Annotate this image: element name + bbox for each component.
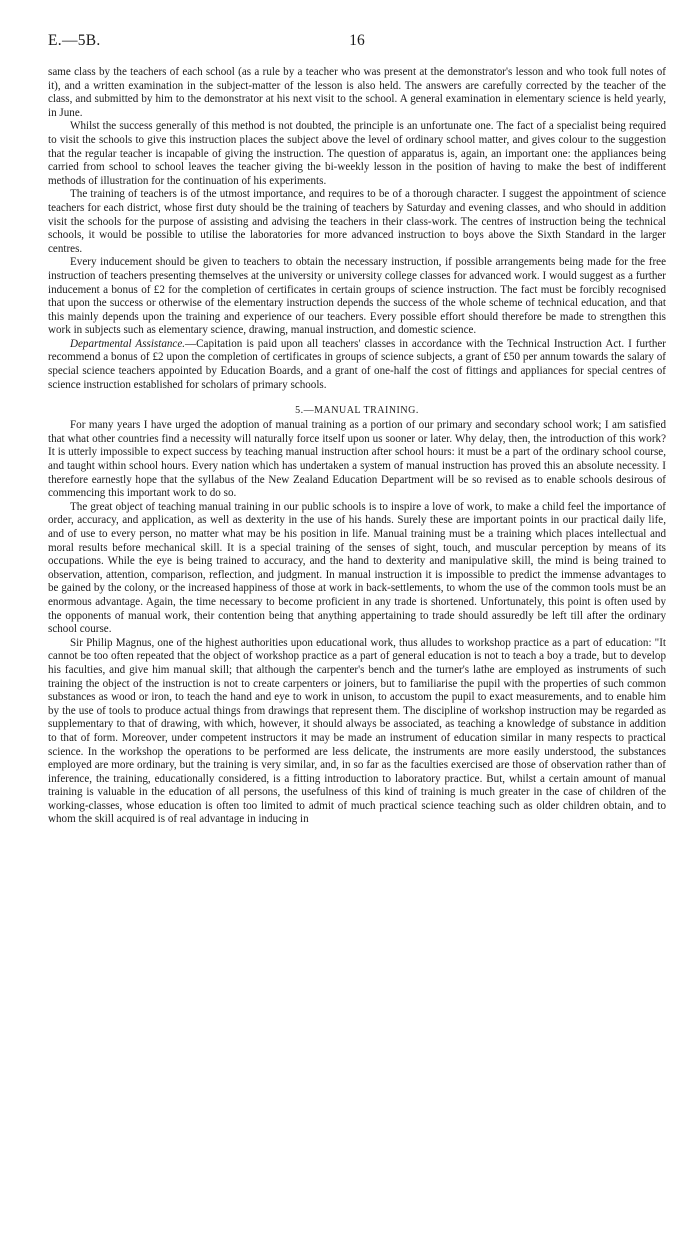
page-number: 16 xyxy=(349,32,365,49)
paragraph-manual-training-object: The great object of teaching manual training in our public schools is to inspire a love of work, to make a child feel the importance of order, accuracy, and application, as well as dexterity in the use of his hands. Surely these are important points in our practical daily life, and of use to every person, no matter what may be his position in life. Manual training must be a training which places intellectual and moral results before mechanical skill. It is a special training of the senses of sight, touch, and muscular perception by means of its occupations. While the eye is being trained to accuracy, and the hand to dexterity and manipulative skill, the mind is being trained to observation, attention, comparison, reflection, and judgment. In manual instruction it is impossible to predict the immense advantages to be gained by the colony, or the increased happiness of those at work in back-settlements, to whom the use of the common tools must be an enormous advantage. Again, the time necessary to become proficient in any trade is shortened. Unfortunately, this point is often used by the opponents of manual work, their contention being that anything appertaining to trade should assuredly be left till after the ordinary school course. xyxy=(48,500,666,636)
departmental-assistance-label: Departmental Assistance. xyxy=(70,337,186,350)
departmental-assistance-text: —Capitation is paid upon all teachers' classes in accordance with the Technical Instruction Act. I further recommend a bonus of £2 upon the completion of certificates in groups of science subjects, a grant of £50 per annum towards the salary of special science teachers appointed by Education Boards, and a grant of one-half the cost of fittings and appliances for special centres of science instruction established for scholars of primary schools. xyxy=(48,337,666,391)
section-heading-manual-training: 5.—MANUAL TRAINING. xyxy=(295,405,419,417)
paragraph-inducements: Every inducement should be given to teachers to obtain the necessary instruction, if possible arrangements being made for the free instruction of teachers presenting themselves at the university or university college classes for advanced work. I would suggest as a further inducement a bonus of £2 for the completion of certificates in certain groups of science instruction. The fact must be forcibly recognised that upon the success or otherwise of the elementary instruction depends the success of the whole scheme of technical education, and that this mainly depends upon the training and experience of our teachers. Every possible effort should therefore be made to strengthen this work in subjects such as elementary science, drawing, manual instruction, and domestic science. xyxy=(48,256,666,337)
paragraph-manual-training-adoption: For many years I have urged the adoption of manual training as a portion of our primary and secondary school work; I am satisfied that what other countries find a necessity will naturally force itself upon us sooner or later. Why delay, then, the introduction of this work? It is utterly impossible to expect success by teaching manual instruction after school hours: it must be a part of the ordinary school course, and taught within school hours. Every nation which has undertaken a system of manual instruction has proved this an absolute necessity. I therefore earnestly hope that the syllabus of the New Zealand Education Department will be so revised as to enable schools desirous of commencing this important work to do so. xyxy=(48,419,666,500)
document-reference: E.—5B. xyxy=(48,32,101,49)
paragraph-philip-magnus-quote: Sir Philip Magnus, one of the highest authorities upon educational work, thus alludes to workshop practice as a part of education: "It cannot be too often repeated that the object of workshop practice as a part of general education is not to teach a boy a trade, but to develop his faculties, and give him manual skill; that although the carpenter's bench and the turner's lathe are employed as instruments of such training the object of the instruction is not to create carpenters or joiners, but to familiarise the pupil with the properties of such common substances as wood or iron, to teach the hand and eye to work in unison, to accustom the pupil to exact measurements, and to enable him by the use of tools to produce actual things from drawings that represent them. The discipline of workshop instruction may be regarded as supplementary to that of drawing, with which, however, it should always be associated, as teaching a knowledge of substance in addition to that of form. Moreover, under competent instructors it may be made an instrument of education similar in many respects to practical science. In the workshop the operations to be performed are less delicate, the instruments are more easily understood, the substances employed are more ordinary, but the training is very similar, and, in so far as the faculties exercised are those of observation rather than of inference, the training, educationally considered, is a fitting introduction to laboratory practice. But, whilst a certain amount of manual training is valuable in the education of all persons, the usefulness of this kind of training is much greater in the case of children of the working-classes, whose education is often too limited to admit of much practical science teaching such as older children obtain, and to whom the skill acquired is of real advantage in inducing in xyxy=(48,636,666,826)
page-header xyxy=(48,28,666,54)
paragraph-continuation: same class by the teachers of each school (as a rule by a teacher who was present at the demonstrator's lesson and who took full notes of it), and a written examination in the subject-matter of the lesson is also held. The answers are carefully corrected by the teacher of the class, and submitted by him to the demonstrator at his next visit to the school. A general examination in elementary science is held yearly, in June. xyxy=(48,66,666,119)
paragraph-departmental-assistance xyxy=(48,338,666,392)
paragraph-teacher-training: The training of teachers is of the utmost importance, and requires to be of a thorough character. I suggest the appointment of science teachers for each district, whose first duty should be the training of teachers by Saturday and evening classes, and who should in addition visit the schools for the purpose of assisting and advising the teachers in their class-work. The centres of instruction being the technical schools, it would be possible to utilise the laboratories for more advanced instruction to boys above the Sixth Standard in the larger centres. xyxy=(48,188,666,255)
paragraph-method-critique: Whilst the success generally of this method is not doubted, the principle is an unfortunate one. The fact of a specialist being required to visit the schools to give this instruction places the subject above the level of ordinary school matter, and gives colour to the suggestion that the regular teacher is incapable of giving the instruction. The question of apparatus is, again, an important one: the appliances being carried from school to school leaves the teacher giving the bi-weekly lesson in the position of having to make the best of indifferent methods of illustration for the continuation of his experiments. xyxy=(48,120,666,187)
body-text xyxy=(48,66,666,827)
